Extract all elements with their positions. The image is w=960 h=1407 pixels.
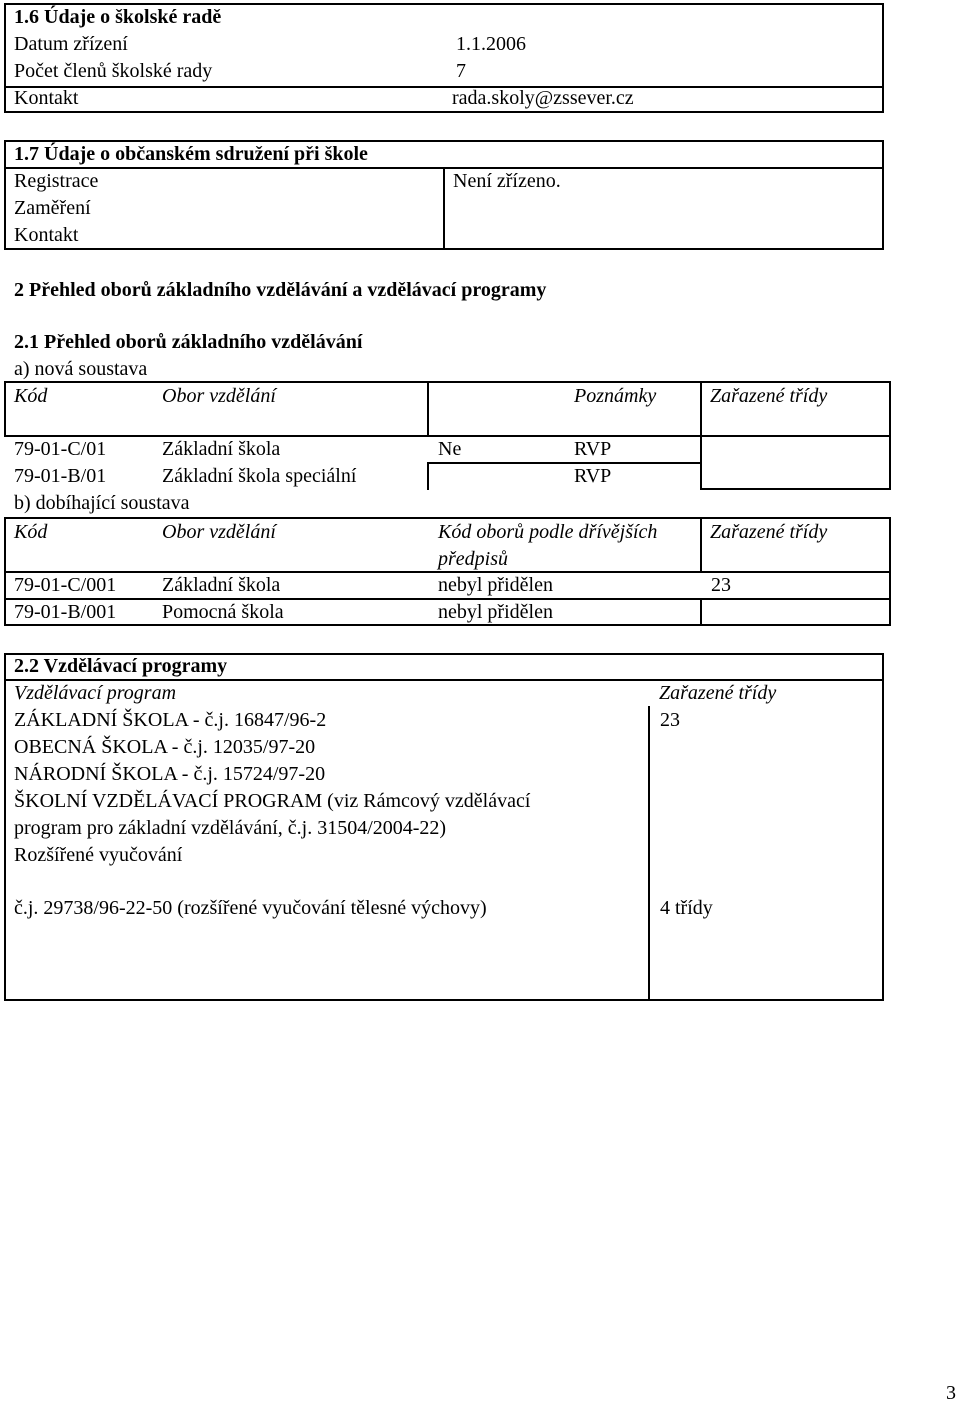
list-item: 23 [660, 709, 680, 731]
programs-col-divider [648, 706, 650, 1001]
founding-date-label: Datum zřízení [14, 33, 128, 55]
section-2-2-heading: 2.2 Vzdělávací programy [14, 655, 228, 677]
table-b-header-prev-code-line2: předpisů [438, 548, 508, 570]
svp-line-1: ŠKOLNÍ VZDĚLÁVACÍ PROGRAM (viz Rámcový vzdělávací [14, 790, 531, 812]
table-b-header-code: Kód [14, 521, 48, 543]
extended-teaching-classes: 4 třídy [660, 897, 713, 919]
table-a-row-divider [427, 462, 702, 464]
table-row: 23 [711, 574, 731, 596]
table-row: RVP [574, 465, 612, 487]
svp-line-2: program pro základní vzdělávání, č.j. 31504/2004-22) [14, 817, 447, 839]
registration-label: Registrace [14, 170, 99, 192]
table-a-header-code: Kód [14, 385, 48, 407]
board-contact-label: Kontakt [14, 87, 79, 109]
list-item: ZÁKLADNÍ ŠKOLA - č.j. 16847/96-2 [14, 709, 327, 731]
board-contact-value: rada.skoly@zssever.cz [452, 87, 634, 109]
page-number: 3 [946, 1382, 956, 1404]
table-a-col-divider [427, 381, 429, 437]
table-row: nebyl přidělen [438, 601, 553, 623]
list-item: NÁRODNÍ ŠKOLA - č.j. 15724/97-20 [14, 763, 326, 785]
table-row: 79-01-C/01 [14, 438, 107, 460]
table-a-header-classes: Zařazené třídy [710, 385, 828, 407]
extended-teaching-program: č.j. 29738/96-22-50 (rozšířené vyučování tělesné výchovy) [14, 897, 487, 919]
table-row: nebyl přidělen [438, 574, 553, 596]
table-a-col-divider [427, 462, 429, 490]
civic-association-title: 1.7 Údaje o občanském sdružení při škole [14, 143, 368, 165]
table-a-header-notes: Poznámky [574, 385, 657, 407]
association-status-value: Není zřízeno. [453, 170, 561, 192]
table-row: Ne [438, 438, 462, 460]
table-row: Pomocná škola [162, 601, 284, 623]
table-row: Základní škola [162, 574, 281, 596]
section-2-heading: 2 Přehled oborů základního vzdělávání a vzdělávací programy [14, 279, 547, 301]
old-system-label: b) dobíhající soustava [14, 492, 190, 514]
programs-header-program: Vzdělávací program [14, 682, 177, 704]
table-b-col-divider [700, 517, 702, 573]
board-members-value: 7 [456, 60, 466, 82]
programs-header-classes: Zařazené třídy [659, 682, 777, 704]
table-b-col-divider [700, 598, 702, 626]
table-row: 79-01-C/001 [14, 574, 117, 596]
extended-teaching-label: Rozšířené vyučování [14, 844, 183, 866]
school-board-title: 1.6 Údaje o školské radě [14, 6, 222, 28]
table-b-header-prev-code: Kód oborů podle dřívějších [438, 521, 658, 543]
table-row: RVP [574, 438, 612, 460]
table-row: Základní škola speciální [162, 465, 357, 487]
table-b-header-field: Obor vzdělání [162, 521, 276, 543]
section-2-1-heading: 2.1 Přehled oborů základního vzdělávání [14, 331, 363, 353]
table-a-col-divider [700, 381, 702, 435]
new-system-label: a) nová soustava [14, 358, 148, 380]
list-item: OBECNÁ ŠKOLA - č.j. 12035/97-20 [14, 736, 316, 758]
school-board-divider [4, 86, 884, 88]
board-members-label: Počet členů školské rady [14, 60, 213, 82]
table-row: 79-01-B/001 [14, 601, 117, 623]
founding-date-value: 1.1.2006 [456, 33, 526, 55]
table-row: 79-01-B/01 [14, 465, 107, 487]
table-a-header-field: Obor vzdělání [162, 385, 276, 407]
table-row: Základní škola [162, 438, 281, 460]
civic-association-column-divider [443, 167, 445, 250]
association-contact-label: Kontakt [14, 224, 79, 246]
focus-label: Zaměření [14, 197, 91, 219]
table-b-header-classes: Zařazené třídy [710, 521, 828, 543]
table-a-classes-cell [700, 435, 891, 490]
